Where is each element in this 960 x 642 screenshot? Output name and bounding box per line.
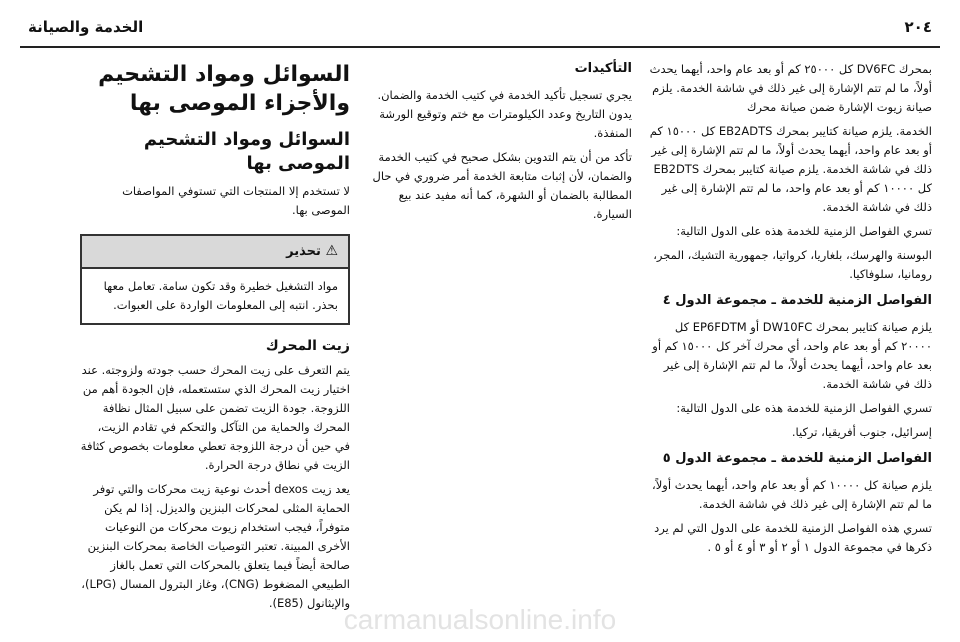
confirmations-heading: التأكيدات xyxy=(574,61,632,76)
page-number: ٢٠٤ xyxy=(904,18,932,36)
warning-header xyxy=(82,236,348,269)
engine-oil-heading: زيت المحرك xyxy=(265,338,350,354)
paragraph: تسري الفواصل الزمنية للخدمة هذه على الدول التالية: xyxy=(676,401,932,415)
warning-box xyxy=(80,234,350,325)
paragraph: الخدمة. يلزم صيانة كتايبر بمحرك EB2ADTS كل ١٥٠٠٠ كم أو بعد عام واحد، أيهما يحدث أولاً، ما لم تتم الإشارة إلى غير ذلك في شاشة الخدمة. يلزم صيانة كتايبر بمحرك EB2DTS كل ١٠٠٠٠ كم أو بعد عام واحد، ما لم تتم الإشارة إلى غير ذلك في شاشة الخدمة. xyxy=(649,124,932,214)
paragraph: البوسنة والهرسك، بلغاريا، كرواتيا، جمهورية التشيك، المجر، رومانيا، سلوفاكيا. xyxy=(653,248,932,281)
paragraph: تسري الفواصل الزمنية للخدمة هذه على الدول التالية: xyxy=(676,224,932,238)
paragraph: يتم التعرف على زيت المحرك حسب جودته ولزوجته. عند اختيار زيت المحرك الذي ستستعمله، فإن الجودة أهم من اللزوجة. جودة الزيت تضمن على سبيل المثال نظافة المحرك والحماية من التآكل والتحكم في تقادم الزيت، في حين أن درجة اللزوجة تعطي معلومات بخصوص كثافة الزيت في نطاق درجة الحرارة. xyxy=(80,363,350,472)
column-middle xyxy=(364,60,632,229)
column-left xyxy=(80,60,350,618)
subtitle: السوائل ومواد التشحيم الموصى بها xyxy=(143,129,350,174)
paragraph: إسرائيل، جنوب أفريقيا، تركيا. xyxy=(791,425,932,439)
paragraph: يلزم صيانة كل ١٠٠٠٠ كم أو بعد عام واحد، أيهما يحدث أولاً، ما لم تتم الإشارة إلى غير ذلك في شاشة الخدمة. xyxy=(652,478,932,511)
warning-body: مواد التشغيل خطيرة وقد تكون سامة. تعامل معها بحذر. انتبه إلى المعلومات الواردة على العبوات. xyxy=(103,279,338,312)
section-heading-group-4: الفواصل الزمنية للخدمة ـ مجموعة الدول ٤ xyxy=(662,293,932,308)
paragraph: بمحرك DV6FC كل ٢٥٠٠٠ كم أو بعد عام واحد، أيهما يحدث أولاً، ما لم تتم الإشارة إلى غير ذلك في شاشة الخدمة. يلزم صيانة زيوت الإشارة ضمن صيانة محرك xyxy=(649,62,932,114)
header-divider xyxy=(20,46,940,48)
paragraph: تسري هذه الفواصل الزمنية للخدمة على الدول التي لم يرد ذكرها في مجموعة الدول ١ أو ٢ أو ٣ أو ٤ أو ٥ . xyxy=(654,521,932,554)
warning-title: تحذير xyxy=(286,244,321,259)
page-header xyxy=(28,18,932,44)
page-header-title: الخدمة والصيانة xyxy=(28,18,144,36)
main-title: السوائل ومواد التشحيم والأجزاء الموصى بها xyxy=(98,62,350,116)
watermark: carmanualsonline.info xyxy=(343,604,617,635)
paragraph: تأكد من أن يتم التدوين بشكل صحيح في كتيب الخدمة والضمان، لأن إثبات متابعة الخدمة أمر ضروري في حال المطالبة بالضمان أو الشهرة، كما أنه مفيد عند بيع السيارة. xyxy=(372,150,632,221)
paragraph: يعد زيت dexos أحدث نوعية زيت محركات والتي توفر الحماية المثلى لمحركات البنزين والديزل. إذا لم يكن متوفراً، فيجب استخدام زيوت محركات من النوعيات الأخرى المبينة. تعتبر التوصيات الخاصة بمحركات البنزين صالحة أيضاً فيما يتعلق بالمحركات التي تعمل بالغاز الطبيعي المضغوط (CNG)، وغاز البترول المسال (LPG)، والإيثانول (E85). xyxy=(81,482,350,610)
paragraph: يلزم صيانة كتايبر بمحرك DW10FC أو EP6FDTM كل ٢٠٠٠٠ كم أو بعد عام واحد، أي محرك آخر كل ١٥٠٠٠ كم أو بعد عام واحد، أيهما يحدث أولاً، ما لم تتم الإشارة إلى غير ذلك في شاشة الخدمة. xyxy=(652,320,932,391)
paragraph: لا تستخدم إلا المنتجات التي تستوفي المواصفات الموصى بها. xyxy=(122,184,350,217)
section-heading-group-5: الفواصل الزمنية للخدمة ـ مجموعة الدول ٥ xyxy=(662,451,932,466)
column-right xyxy=(648,60,932,562)
warning-triangle-icon: ⚠ xyxy=(325,243,338,259)
paragraph: يجري تسجيل تأكيد الخدمة في كتيب الخدمة والضمان. يدون التاريخ وعدد الكيلومترات مع ختم وتوقيع الورشة المنفذة. xyxy=(377,88,632,140)
